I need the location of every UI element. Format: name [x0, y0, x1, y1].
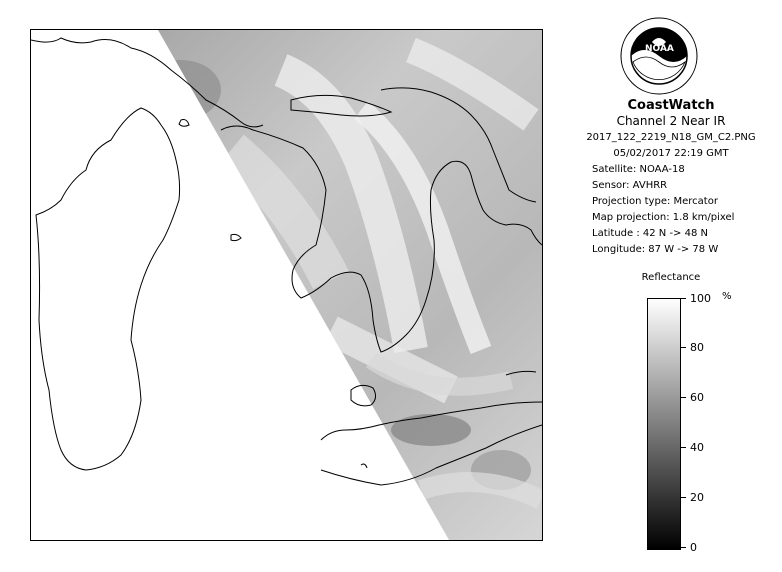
satellite-map [30, 29, 543, 541]
map-svg [31, 30, 542, 540]
legend-title: Reflectance [641, 272, 701, 283]
colorbar-tick-label: 80 [690, 341, 704, 354]
noaa-logo [619, 16, 699, 96]
colorbar-tick [681, 298, 686, 299]
projection-type-label: Projection type: Mercator [592, 196, 718, 207]
reflectance-colorbar [647, 298, 681, 550]
colorbar-tick [681, 447, 686, 448]
colorbar-tick [681, 397, 686, 398]
map-projection-label: Map projection: 1.8 km/pixel [592, 212, 735, 223]
colorbar-tick-label: 60 [690, 391, 704, 404]
noaa-logo-text: NOAA [645, 44, 674, 54]
legend-unit: % [722, 291, 732, 302]
colorbar-tick [681, 347, 686, 348]
filename-label: 2017_122_2219_N18_GM_C2.PNG [586, 132, 756, 143]
colorbar-tick [681, 547, 686, 548]
colorbar-tick-label: 40 [690, 441, 704, 454]
latitude-label: Latitude : 42 N -> 48 N [592, 228, 708, 239]
channel-subtitle: Channel 2 Near IR [616, 114, 726, 128]
colorbar-tick [681, 497, 686, 498]
satellite-label: Satellite: NOAA-18 [592, 164, 685, 175]
app-title: CoastWatch [627, 98, 715, 113]
noaa-logo-icon [619, 16, 699, 96]
longitude-label: Longitude: 87 W -> 78 W [592, 244, 719, 255]
lake-michigan-outline [36, 108, 180, 470]
colorbar-tick-label: 100 [690, 292, 711, 305]
colorbar-tick-label: 0 [690, 541, 697, 554]
colorbar-tick-label: 20 [690, 491, 704, 504]
datetime-label: 05/02/2017 22:19 GMT [613, 148, 729, 159]
sensor-label: Sensor: AVHRR [592, 180, 668, 191]
